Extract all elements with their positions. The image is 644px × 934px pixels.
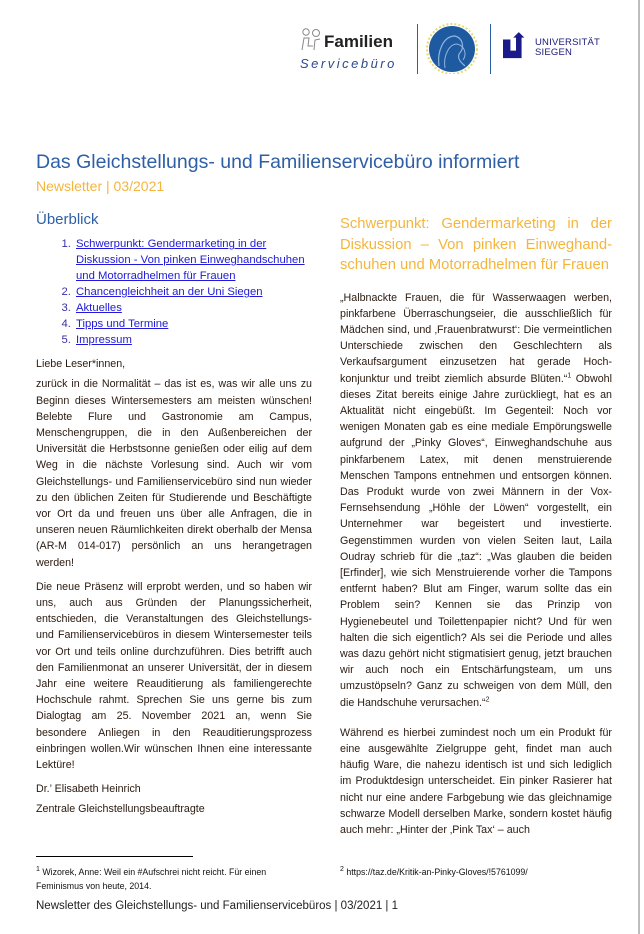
divider: [490, 24, 491, 74]
quote-text: „Halbnackte Frauen, die für Wasserwaagen werben, pinkfarbene Überraschungseier, die ausschließlich für Mädchen sind, und ‚Frauenbratwurst‘: Die vermeintlichen Unterschiede zwischen den Geschlechtern als Verkaufsargument einzusetzen hat gerade Hochkonjunktur und treibt ziemlich absurde Blüten.“: [340, 291, 612, 385]
toc-item: [74, 284, 312, 300]
footnote-1: [36, 866, 312, 893]
feature-text: Obwohl dieses Zitat bereits einige Jahre zurückliegt, hat es an Aktualität nicht eingebüßt. Im Gegenteil: Noch vor wenigen Monaten gab es eine mediale Empörungswelle aufgrund der „Pinky Gloves“, Einweghandschuhe aus pinkfarbenem Latex, mit denen menstruierende Menschen Tampons entnehmen und entsorgen können. Das Produkt wurde von zwei Männern in der Vox-Fernsehsendung „Höhle der Löwen“ vorgestellt, ein Unternehmer war begeistert und investierte. Gegenstimmen wurden von vielen Seiten laut, Laila Oudray schrieb für die „taz“: „Was glauben die beiden [Erfinder], wie sich Menstruierende vorher die Tampons entfernt haben? Blut am Finger, warum sollte das ein Problem sein? Kennen sie das Prinzip von Hygienebeutel und Toilettenpapier nicht? Und für wen halten die sich eigentlich? Als sei die Periode und alles was dazu gehört nicht stigmatisiert genug, jetzt brauchen wir auch noch ein Entschärfungsteam, um uns umzustöpseln? Ganz zu schweigen von dem Müll, den die Handschuhe verursachen.“: [340, 372, 612, 709]
signature-role: Zentrale Gleichstellungsbeauftragte: [36, 803, 205, 816]
feature-paragraph: [340, 290, 612, 711]
page-footer: Newsletter des Gleichstellungs- und Familienservicebüros | 03/2021 | 1: [36, 900, 399, 913]
familien-servicebuero-logo: [298, 26, 406, 70]
footnote-2: [340, 866, 612, 880]
spacer: [340, 856, 612, 866]
toc-item: [74, 316, 312, 332]
footnote-text: https://taz.de/Kritik-an-Pinky-Gloves/!5761099/: [343, 867, 528, 878]
toc-link[interactable]: Tipps und Termine: [76, 318, 169, 331]
footnote-text: Wizorek, Anne: Weil ein #Aufschrei nicht reicht. Für einen Feminismus von heute, 2014.: [36, 867, 267, 891]
feature-heading: Schwerpunkt: Gendermarketing in der Diskussion – Von pinken Einweghandschuhen und Motorradhelmen für Frauen: [340, 216, 612, 273]
logo-bar: [298, 18, 608, 74]
signature-name: Dr.’ Elisabeth Heinrich: [36, 783, 141, 796]
university-name-line2: SIEGEN: [535, 47, 573, 58]
content-columns: [0, 212, 638, 846]
toc-item: [74, 332, 312, 348]
footnote-number: 1: [36, 866, 40, 874]
universitaet-siegen-logo: [503, 28, 613, 68]
newsletter-issue: Newsletter | 03/2021: [36, 178, 165, 194]
left-column: [36, 212, 312, 826]
footnote-number: 2: [340, 866, 344, 874]
page-title: Das Gleichstellungs- und Familienservicebüro informiert: [36, 151, 520, 173]
overview-heading: Überblick: [36, 211, 99, 228]
toc-link[interactable]: Chancengleichheit an der Uni Siegen: [76, 286, 263, 299]
feature-paragraph: Während es hierbei zumindest noch um ein Produkt für eine ausgewählte Zielgruppe geht, findet man auch häufig Ware, die nahezu identisch ist und sich lediglich im Produktdesign unterscheidet. Ein pinker Rasierer hat nicht nur eine andere Farbgebung wie das gleichnamige schwarze Modell derselben Marke, sondern kostet häufig auch mehr: „Hinter der ‚Pink Tax‘ – auch: [340, 726, 612, 836]
toc-item: [74, 236, 312, 284]
footnote-ref: 2: [485, 696, 490, 704]
toc-link[interactable]: Impressum: [76, 334, 132, 347]
page-header: [0, 0, 638, 212]
toc-link[interactable]: Schwerpunkt: Gendermarketing in der Diskussion - Von pinken Einweghandschuhen und Motorradhelmen für Frauen: [76, 238, 305, 283]
toc-item: [74, 300, 312, 316]
logo-text-servicebuero: Servicebüro: [300, 56, 397, 71]
greeting: Liebe Leser*innen,: [36, 358, 126, 371]
footnote-column-right: [340, 856, 612, 893]
logo-text-familien: Familien: [324, 32, 393, 51]
footnote-column-left: [36, 856, 312, 893]
footnote-separator: [36, 856, 193, 857]
university-emblem-icon: [503, 32, 529, 60]
table-of-contents: [36, 236, 312, 348]
toc-link[interactable]: Aktuelles: [76, 302, 122, 315]
people-icon: [300, 28, 322, 52]
gleichstellung-seal-logo: [425, 22, 479, 74]
letter-paragraph: Die neue Präsenz will erprobt werden, und so haben wir uns, auch aus Gründen der Planungssicherheit, entschieden, die Veranstaltungen des Gleichstellungs- und Familienservicebüros in diesem Wintersemester teils vor Ort und teils online durchzuführen. Dies betrifft auch den Familienmonat an unserer Universität, der in diesem Jahr eine weitere Reauditierung als familiengerechte Hochschule rahmt. Sprechen Sie uns gerne bis zum Dialogtag am 25. November 2021 an, wenn Sie besondere Anliegen in den Reauditierungsprozess einbringen wollen.Wir wünschen Ihnen eine interessante Lektüre!: [36, 580, 312, 772]
divider: [417, 24, 418, 74]
footnotes: [0, 856, 638, 893]
right-column: [340, 212, 612, 846]
letter-paragraph: zurück in die Normalität – das ist es, was wir alle uns zu Beginn dieses Wintersemesters am meisten wünschen! Belebte Flure und Gastronomie am Campus, Menschengruppen, die in den Außenbereichen der Universität die Herbstsonne genießen oder eilig auf dem Weg in die nächste Vorlesung sind. Auch wir vom Gleichstellungs- und Familienservicebüro sind nun wieder zu den üblichen Zeiten für Studierende und Beschäftigte vor Ort da und freuen uns über alle Anfragen, die in unseren neuen Räumlichkeiten direkt oberhalb der Mensa (AR-M 014-017) persönlich an uns herangetragen werden!: [36, 378, 312, 569]
footnote-ref: 1: [567, 371, 572, 379]
university-name-line1: UNIVERSITÄT: [535, 37, 601, 48]
